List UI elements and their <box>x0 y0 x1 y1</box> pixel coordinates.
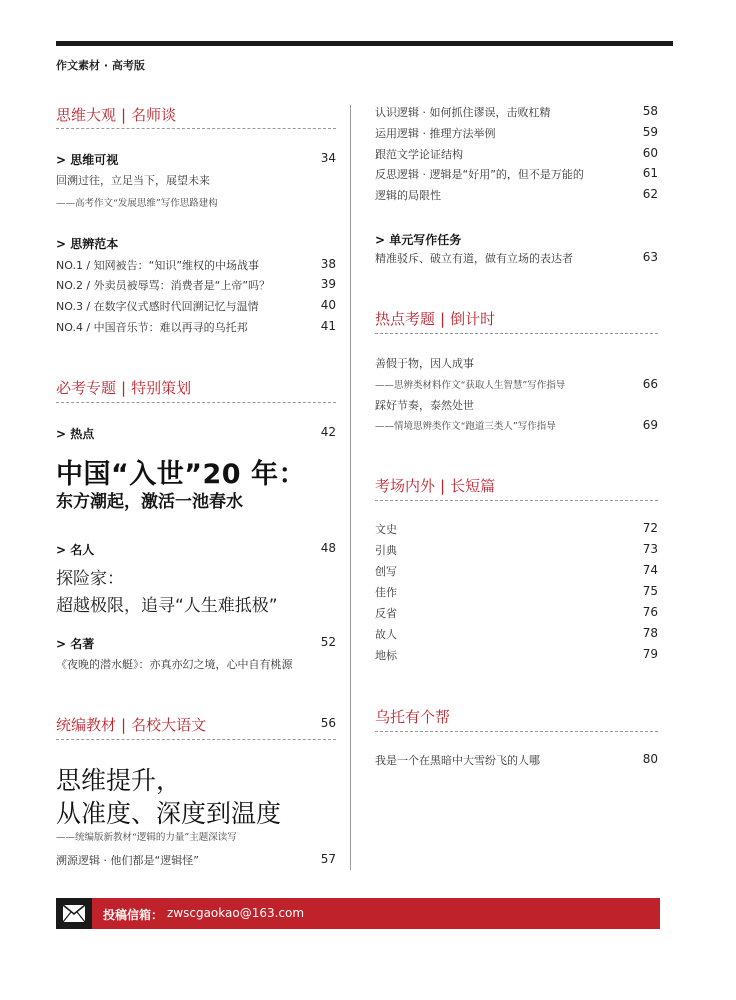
page-number: 52 <box>320 635 336 649</box>
page-number: 61 <box>642 166 658 180</box>
toc-entry[interactable]: NO.2 / 外卖员被辱骂：消费者是“上帝”吗？ 39 <box>56 277 336 292</box>
feature-headline: 中国“入世”20 年： <box>56 459 306 490</box>
section-title-sub: 名校大语文 <box>131 716 207 734</box>
title-separator: | <box>440 310 446 328</box>
toc-entry[interactable]: 地标 79 <box>375 647 658 662</box>
famous-line-1: 探险家： <box>56 569 124 589</box>
section-rule <box>56 402 336 403</box>
page-number: 42 <box>320 425 336 439</box>
subsection-label: > 名人 <box>56 543 95 557</box>
toc-entry[interactable]: 引典 73 <box>375 542 658 557</box>
article-desc: 《夜晚的潜水艇》：亦真亦幻之境，心中自有桃源 <box>56 658 293 671</box>
article-tagline: ——高考作文“发展思维”写作思路建构 <box>56 198 218 209</box>
section-title-thinking <box>56 104 336 124</box>
submission-label: 投稿信箱： <box>103 908 164 922</box>
toc-entry[interactable]: 逻辑的局限性 62 <box>375 187 658 202</box>
page-number: 72 <box>642 521 658 535</box>
envelope-icon <box>56 898 92 929</box>
page-number: 56 <box>320 716 336 730</box>
section-title-main: 思维大观 <box>56 106 117 124</box>
section-title-main: 热点考题 <box>375 310 436 328</box>
section-rule <box>375 500 658 501</box>
toc-entry[interactable]: 运用逻辑 · 推理方法举例 59 <box>375 125 658 140</box>
subsection-label: > 名著 <box>56 637 95 651</box>
subsection-classic[interactable] <box>56 635 336 651</box>
top-rule <box>56 41 673 46</box>
section-title-main: 必考专题 <box>56 379 117 397</box>
subsection-label: > 思维可视 <box>56 153 119 167</box>
section-title-required <box>56 377 336 397</box>
page-number: 40 <box>320 298 336 312</box>
toc-entry[interactable]: 佳作 75 <box>375 584 658 599</box>
page-number: 59 <box>642 125 658 139</box>
toc-entry[interactable]: 精准驳斥、破立有道，做有立场的表达者 63 <box>375 250 658 265</box>
subsection-label: > 思辨范本 <box>56 237 119 251</box>
section-title-sub: 倒计时 <box>450 310 496 328</box>
subsection-hot[interactable] <box>56 425 336 441</box>
subsection-unit-writing <box>375 231 658 247</box>
page-number: 79 <box>642 647 658 661</box>
toc-entry[interactable]: 反省 76 <box>375 605 658 620</box>
title-separator: | <box>440 477 446 495</box>
toc-entry[interactable]: 溯源逻辑 · 他们都是“逻辑怪” 57 <box>56 852 336 867</box>
title-separator: | <box>121 716 127 734</box>
section-title-exam-room <box>375 475 658 495</box>
page-number: 34 <box>320 151 336 165</box>
page-number: 69 <box>642 418 658 432</box>
section-title-textbook[interactable] <box>56 714 336 734</box>
section-title-hot-exam <box>375 308 658 328</box>
title-separator: | <box>121 106 127 124</box>
page-number: 58 <box>642 104 658 118</box>
toc-entry[interactable]: 认识逻辑 · 如何抓住谬误，击败杠精 58 <box>375 104 658 119</box>
submission-footer <box>56 898 660 929</box>
section-title-utopia: 乌托有个帮 <box>375 708 451 726</box>
section-title-sub: 长短篇 <box>450 477 496 495</box>
section-rule <box>375 333 658 334</box>
article-desc: 回溯过往，立足当下，展望未来 <box>56 174 210 187</box>
toc-entry[interactable]: NO.4 / 中国音乐节：难以再寻的乌托邦 41 <box>56 319 336 334</box>
page-number: 80 <box>642 752 658 766</box>
section-rule <box>56 128 336 129</box>
section-rule <box>375 731 658 732</box>
textbook-headline-1: 思维提升， <box>56 766 182 795</box>
section-title-main: 统编教材 <box>56 716 117 734</box>
page-number: 73 <box>642 542 658 556</box>
subsection-famous[interactable] <box>56 541 336 557</box>
textbook-headline-2: 从准度、深度到温度 <box>56 799 282 828</box>
subsection-label: > 热点 <box>56 427 95 441</box>
title-separator: | <box>121 379 127 397</box>
section-title-main: 考场内外 <box>375 477 436 495</box>
subsection-visible-thinking[interactable] <box>56 151 336 167</box>
toc-entry[interactable]: 文史 72 <box>375 521 658 536</box>
toc-entry[interactable]: NO.3 / 在数字仪式感时代回溯记忆与温情 40 <box>56 298 336 313</box>
page-number: 75 <box>642 584 658 598</box>
toc-entry[interactable]: 创写 74 <box>375 563 658 578</box>
section-rule <box>56 739 336 740</box>
toc-entry-title[interactable]: 善假于物，因人成事 <box>375 357 474 370</box>
toc-entry[interactable]: NO.1 / 知网被告：“知识”维权的中场战事 38 <box>56 257 336 272</box>
section-title-sub: 特别策划 <box>131 379 192 397</box>
famous-line-2: 超越极限，追寻“人生难抵极” <box>56 596 278 616</box>
column-divider <box>350 105 351 870</box>
toc-entry-title[interactable]: 踩好节奏，泰然处世 <box>375 399 474 412</box>
page-number: 66 <box>642 377 658 391</box>
feature-subheadline: 东方潮起，激活一池春水 <box>56 492 243 512</box>
subsection-speculative-models <box>56 235 336 251</box>
page-number: 60 <box>642 146 658 160</box>
page-number: 74 <box>642 563 658 577</box>
toc-entry[interactable]: 反思逻辑 · 逻辑是“好用”的，但不是万能的 61 <box>375 166 658 181</box>
submission-email-link[interactable]: zwscgaokao@163.com <box>167 906 305 920</box>
section-title-sub: 名师谈 <box>131 106 177 124</box>
masthead: 作文素材 · 高考版 <box>56 59 145 72</box>
page-number: 57 <box>320 852 336 866</box>
page-number: 38 <box>320 257 336 271</box>
page-number: 76 <box>642 605 658 619</box>
page-number: 63 <box>642 250 658 264</box>
article-tagline: ——统编版新教材“逻辑的力量”主题深读写 <box>56 832 237 843</box>
toc-entry[interactable]: 故人 78 <box>375 626 658 641</box>
article-tagline: ——思辨类材料作文“获取人生智慧”写作指导 66 <box>375 377 658 391</box>
page-number: 48 <box>320 541 336 555</box>
article-tagline: ——情境思辨类作文“跑道三类人”写作指导 69 <box>375 418 658 432</box>
toc-entry[interactable]: 跟范文学论证结构 60 <box>375 146 658 161</box>
toc-entry[interactable]: 我是一个在黑暗中大雪纷飞的人哪 80 <box>375 752 658 767</box>
page-number: 62 <box>642 187 658 201</box>
subsection-label: > 单元写作任务 <box>375 233 462 247</box>
page-number: 78 <box>642 626 658 640</box>
page-number: 39 <box>320 277 336 291</box>
page-number: 41 <box>320 319 336 333</box>
